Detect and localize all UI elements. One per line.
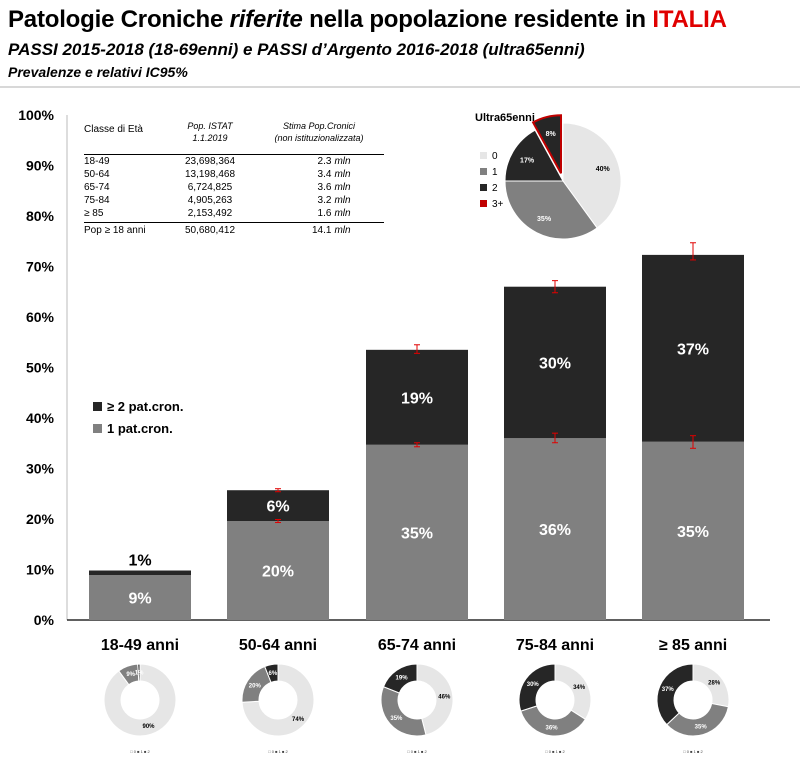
bar-label-2-pat: 6%	[266, 498, 290, 516]
y-tick-label: 100%	[18, 107, 54, 123]
table-cell-age: 65-74	[84, 182, 110, 193]
donut-slice-label: 46%	[438, 694, 451, 701]
population-table	[84, 120, 384, 237]
legend-label-1-pat: 1 pat.cron.	[107, 421, 173, 436]
bar-label-1-pat: 9%	[128, 590, 152, 608]
table-cell-age: ≥ 85	[84, 208, 104, 219]
pie-legend-label: 2	[492, 183, 498, 194]
table-cell-age: 75-84	[84, 195, 110, 206]
donut-slice-label: 37%	[661, 687, 674, 694]
table-cell-stima: 2.3 mln	[317, 156, 351, 167]
donut-slice-label: 90%	[142, 724, 155, 731]
bar-label-1-pat: 35%	[400, 525, 434, 543]
y-tick-label: 0%	[33, 612, 54, 628]
y-tick-label: 20%	[25, 511, 54, 527]
bar-label-1-pat: 36%	[538, 522, 572, 540]
bar-label-2-pat: 19%	[400, 390, 434, 408]
x-category-label: 65-74 anni	[377, 637, 457, 654]
page-title: Patologie Croniche riferite nella popolazione residente in ITALIA	[8, 6, 727, 33]
legend-label-2-pat: ≥ 2 pat.cron.	[107, 399, 184, 414]
y-tick-label: 70%	[25, 258, 54, 275]
table-cell-stima: 3.4 mln	[317, 169, 351, 180]
table-cell-age: 18-49	[84, 156, 110, 167]
table-body	[84, 155, 384, 237]
x-category-label: 50-64 anni	[238, 637, 318, 654]
table-row	[84, 168, 384, 181]
y-tick-label: 90%	[25, 157, 54, 174]
donut-slice-label: 35%	[390, 716, 403, 723]
donut-slice	[381, 687, 426, 736]
pie-slice-label: 17%	[520, 157, 535, 165]
table-header-age: Classe di Età	[84, 124, 143, 135]
table-cell-stima: 1.6 mln	[317, 208, 351, 219]
y-tick-label: 10%	[25, 561, 54, 578]
table-header-stima: Stima Pop.Cronici (non istituzionalizzata)	[274, 121, 364, 143]
table-header-pop: Pop. ISTAT 1.1.2019	[187, 121, 233, 143]
legend-swatch-2-pat	[93, 402, 102, 411]
table-row	[84, 155, 384, 168]
table-cell-pop: 6,724,825	[187, 182, 233, 193]
bar-label-2-pat: 37%	[676, 341, 710, 359]
donut-slice-label: 35%	[694, 724, 707, 731]
donut-legend: □ 0 ■ 1 ■ 2	[268, 749, 288, 754]
pie-legend-swatch	[480, 200, 487, 207]
y-tick-label: 50%	[25, 359, 54, 376]
pie-legend-label: 0	[492, 151, 498, 162]
table-cell-age: 50-64	[84, 169, 110, 180]
donut-slice-label: 20%	[248, 683, 261, 690]
pie-legend-label: 3+	[492, 199, 504, 210]
x-category-label: ≥ 85 anni	[658, 637, 728, 654]
table-cell-stima: 3.6 mln	[317, 182, 351, 193]
y-tick-label: 40%	[25, 410, 54, 426]
donut-legend: □ 0 ■ 1 ■ 2	[130, 749, 150, 754]
bar-label-1-pat: 20%	[261, 563, 295, 581]
pie-title: Ultra65enni	[475, 112, 535, 124]
table-cell-age: Pop ≥ 18 anni	[84, 225, 146, 236]
page-subtitle: PASSI 2015-2018 (18-69enni) e PASSI d’Argento 2016-2018 (ultra65enni)	[8, 40, 585, 59]
donut-slice-label: 6%	[268, 670, 278, 677]
table-cell-stima: 3.2 mln	[317, 195, 351, 206]
table-cell-pop: 50,680,412	[184, 225, 236, 236]
donut-slice-label: 34%	[573, 684, 586, 691]
table-cell-pop: 2,153,492	[187, 208, 233, 219]
y-tick-label: 60%	[25, 309, 54, 325]
table-row	[84, 207, 384, 220]
table-cell-pop: 13,198,468	[184, 169, 236, 180]
donut-legend: □ 0 ■ 1 ■ 2	[683, 749, 703, 754]
donut-legend: □ 0 ■ 1 ■ 2	[407, 749, 427, 754]
donut-slice	[657, 664, 693, 725]
table-row	[84, 181, 384, 194]
table-row	[84, 194, 384, 207]
donut-slice-label: 30%	[526, 681, 539, 688]
x-category-label: 18-49 anni	[100, 637, 180, 654]
donut-legend: □ 0 ■ 1 ■ 2	[545, 749, 565, 754]
pie-legend-label: 1	[492, 167, 498, 178]
donut-slice-label: 1%	[134, 670, 144, 677]
table-cell-pop: 23,698,364	[184, 156, 236, 167]
pie-legend-swatch	[480, 184, 487, 191]
donut-slice-label: 74%	[292, 716, 305, 723]
table-header	[84, 120, 384, 155]
bar-segment-2-pat	[89, 571, 191, 576]
donut-slice-label: 36%	[545, 725, 558, 732]
pie-legend-swatch	[480, 168, 487, 175]
bar-label-2-pat: 30%	[538, 355, 572, 373]
donut-slice-label: 28%	[708, 680, 721, 687]
page-subtitle-2: Prevalenze e relativi IC95%	[8, 64, 188, 80]
y-tick-label: 30%	[25, 460, 54, 477]
pie-slice-label: 8%	[545, 130, 556, 138]
table-row-total	[84, 222, 384, 237]
bar-label-1-pat: 35%	[676, 523, 710, 541]
donut-slice-label: 9%	[126, 672, 136, 679]
donut-slice-label: 19%	[395, 675, 408, 682]
x-category-label: 75-84 anni	[515, 637, 595, 654]
y-tick-label: 80%	[25, 208, 54, 224]
pie-legend-swatch	[480, 152, 487, 159]
legend-swatch-1-pat	[93, 424, 102, 433]
table-cell-stima: 14.1 mln	[311, 225, 351, 236]
pie-slice-label: 40%	[595, 166, 610, 174]
table-cell-pop: 4,905,263	[187, 195, 233, 206]
pie-slice-label: 35%	[537, 216, 552, 224]
bar-label-2-pat: 1%	[128, 552, 152, 570]
